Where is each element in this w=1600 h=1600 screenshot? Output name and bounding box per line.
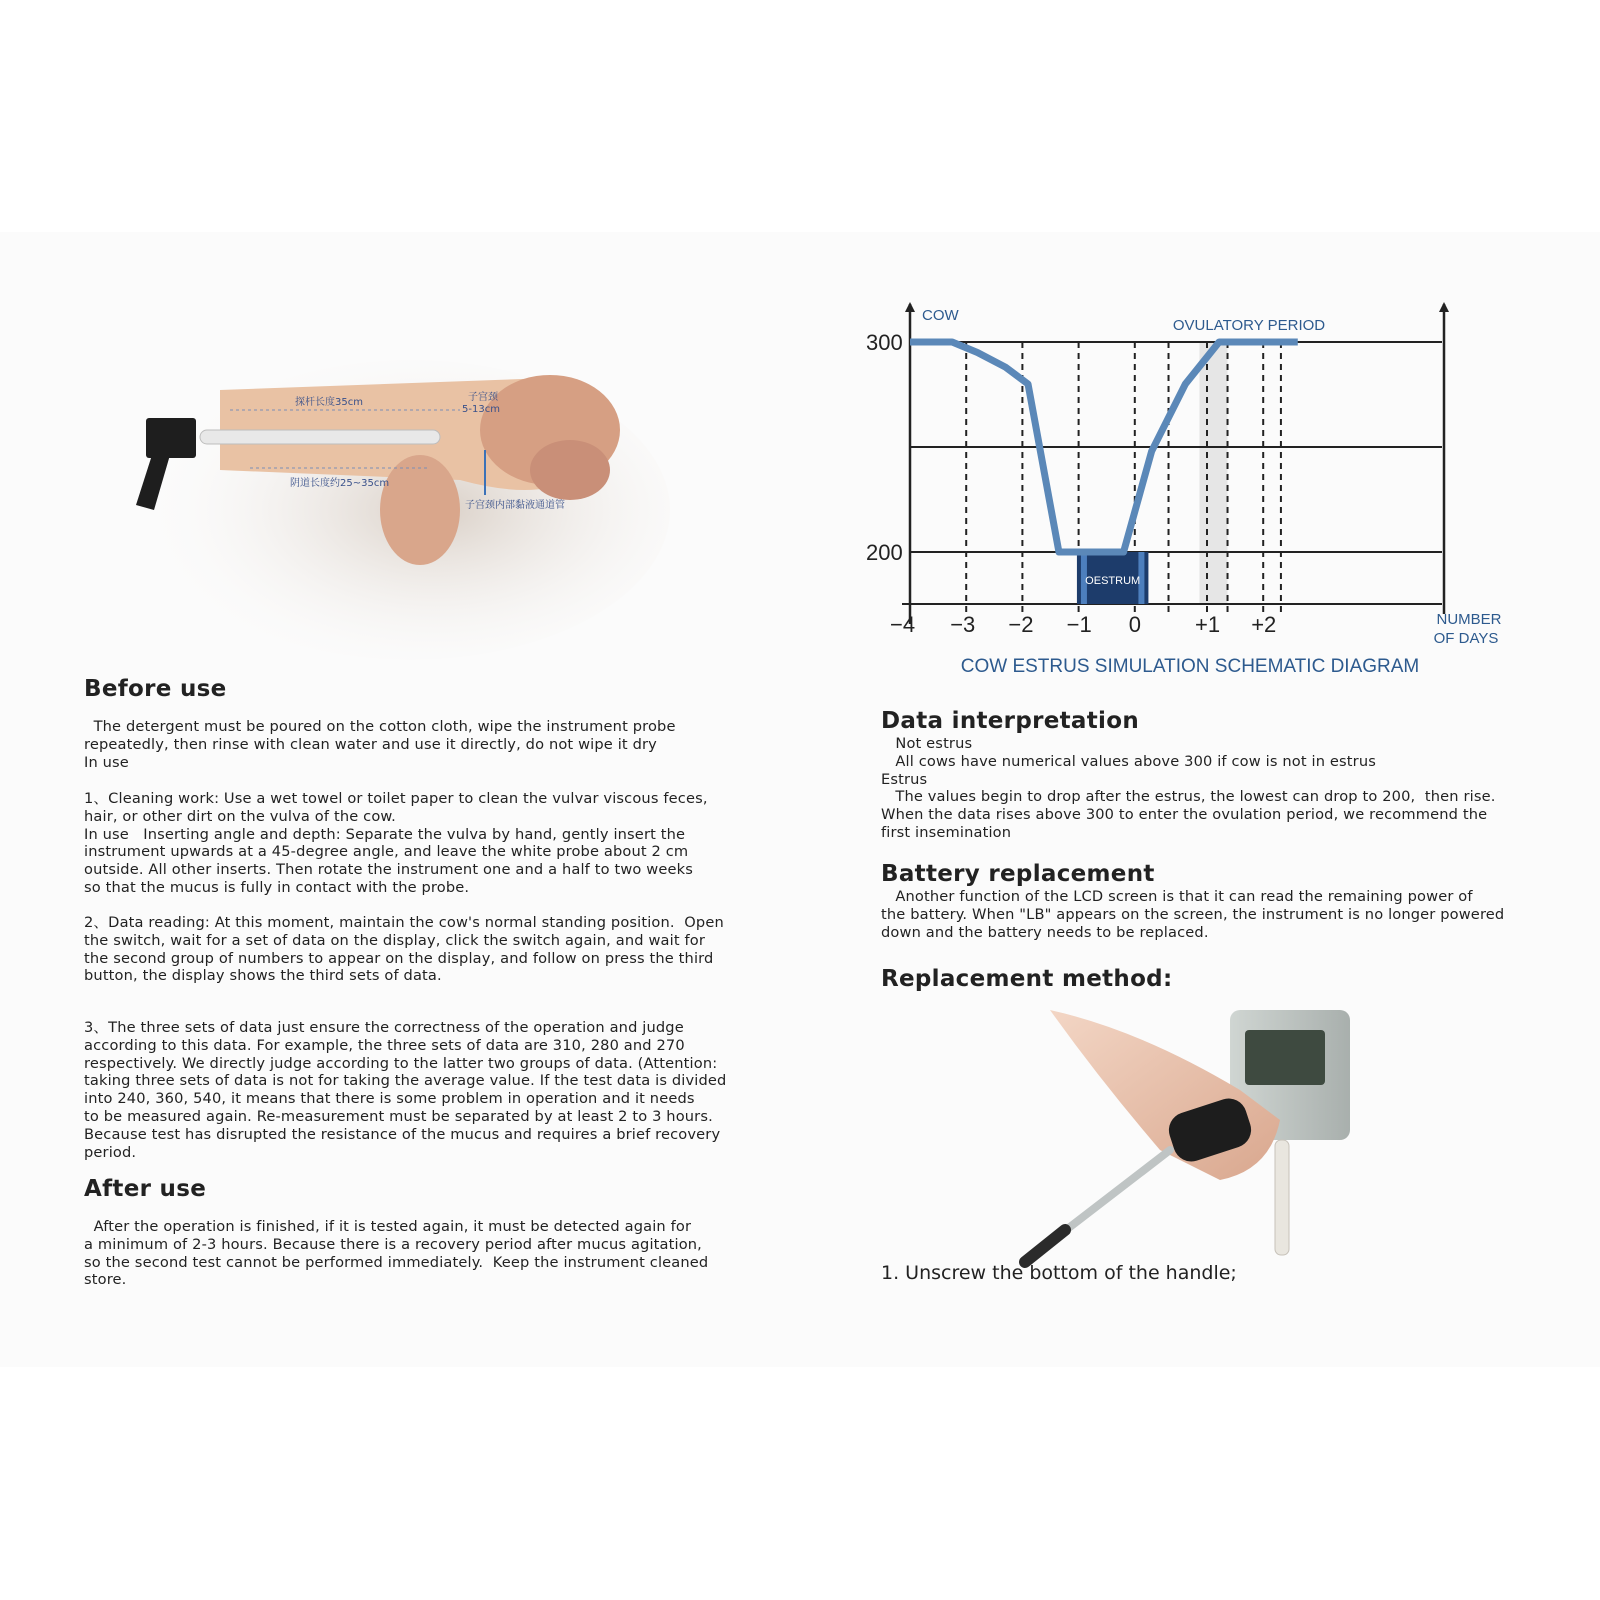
chart-title: COW ESTRUS SIMULATION SCHEMATIC DIAGRAM <box>960 656 1420 677</box>
x-axis-label: NUMBER <box>1436 611 1502 628</box>
ovulatory-shade <box>1199 342 1227 604</box>
cleaning-work-paragraph: 1、Cleaning work: Use a wet towel or toilet paper to clean the vulvar viscous feces, hair, or other dirt on the vulva of the cow. In use Inserting angle and depth: Separate the vulva by hand, gently insert the instrument upwards at a 45-degree angle, and leave the white probe about 2 cm outside. All other inserts. Then rotate the instrument one and a half to two weeks so that the mucus is fully in contact with the probe. <box>84 790 708 896</box>
lcd-screen <box>1245 1030 1325 1085</box>
y-tick-label: 200 <box>866 540 903 565</box>
y-tick-label: 300 <box>866 330 903 355</box>
x-tick-label: −4 <box>890 612 916 637</box>
probe-length-label: 探杆长度35cm <box>295 397 363 408</box>
three-sets-paragraph: 3、The three sets of data just ensure the correctness of the operation and judge according to this data. For example, the three sets of data are 310, 280 and 270 respectively. We directly judge according to the latter two groups of data. (Attention: taking three sets of data is not for taking the average value. If the test data is divided into 240, 360, 540, it means that there is some problem in operation and it needs to be measured again. Re-measurement must be separated by at least 2 to 3 hours. Because test has disrupted the resistance of the mucus and requires a brief recovery period. <box>84 1019 727 1161</box>
x-tick-label: −2 <box>1008 612 1034 637</box>
ovulatory-period-label: OVULATORY PERIOD <box>1172 317 1326 334</box>
white-probe <box>200 430 440 444</box>
x-tick-label: −1 <box>1066 612 1092 637</box>
ovary-shape <box>530 440 610 500</box>
after-use-paragraph: After the operation is finished, if it is tested again, it must be detected again for a minimum of 2-3 hours. Because there is a recovery period after mucus agitation, so the second test cannot be performed immediately. Keep the instrument cleaned store. <box>84 1218 709 1289</box>
after-use-heading: After use <box>84 1176 207 1202</box>
before-use-heading: Before use <box>84 676 227 702</box>
replacement-method-heading: Replacement method: <box>881 966 1173 992</box>
x-tick-label: +2 <box>1251 612 1277 637</box>
y-axis-label: COW <box>922 307 959 324</box>
replacement-step-1: 1. Unscrew the bottom of the handle; <box>881 1262 1237 1284</box>
right-axis-arrow <box>1439 302 1449 312</box>
cervix-label: 子宫颈 <box>468 392 498 403</box>
x-axis-label-line2: OF DAYS <box>1433 630 1499 647</box>
before-use-intro: The detergent must be poured on the cotton cloth, wipe the instrument probe repeatedly, then rinse with clean water and use it directly, do not wipe it dry In use <box>84 718 676 771</box>
bladder-shape <box>380 455 460 565</box>
data-reading-paragraph: 2、Data reading: At this moment, maintain the cow's normal standing position. Open the switch, wait for a set of data on the display, click the switch again, and wait for the second group of numbers to appear on the display, and follow on press the third button, the display shows the third sets of data. <box>84 914 724 985</box>
battery-cap-probe <box>1275 1140 1289 1255</box>
uterus-note-label: 子宫颈内部黏液通道管 <box>465 500 565 511</box>
cervix-length-label: 5-13cm <box>462 404 500 415</box>
x-tick-label: −3 <box>950 612 976 637</box>
cow-estrus-chart <box>866 298 1512 686</box>
x-tick-label: +1 <box>1195 612 1221 637</box>
battery-replacement-body: Another function of the LCD screen is that it can read the remaining power of the battery. When "LB" appears on the screen, the instrument is no longer powered down and the battery needs to be replaced. <box>881 888 1505 941</box>
data-interpretation-heading: Data interpretation <box>881 708 1140 734</box>
data-interpretation-body: Not estrus All cows have numerical values above 300 if cow is not in estrus Estrus The values begin to drop after the estrus, the lowest can drop to 200, then rise. When the data rises above 300 to enter the ovulation period, we recommend the first insemination <box>881 735 1496 841</box>
x-tick-label: 0 <box>1128 612 1142 637</box>
oestrum-label: OESTRUM <box>1085 575 1141 587</box>
rod-end <box>1025 1230 1065 1262</box>
vagina-length-label: 阴道长度约25~35cm <box>290 478 390 489</box>
y-axis-arrow <box>905 302 915 312</box>
battery-replacement-illustration <box>1020 1000 1380 1270</box>
battery-replacement-heading: Battery replacement <box>881 861 1155 887</box>
probe-insertion-illustration <box>130 360 650 660</box>
